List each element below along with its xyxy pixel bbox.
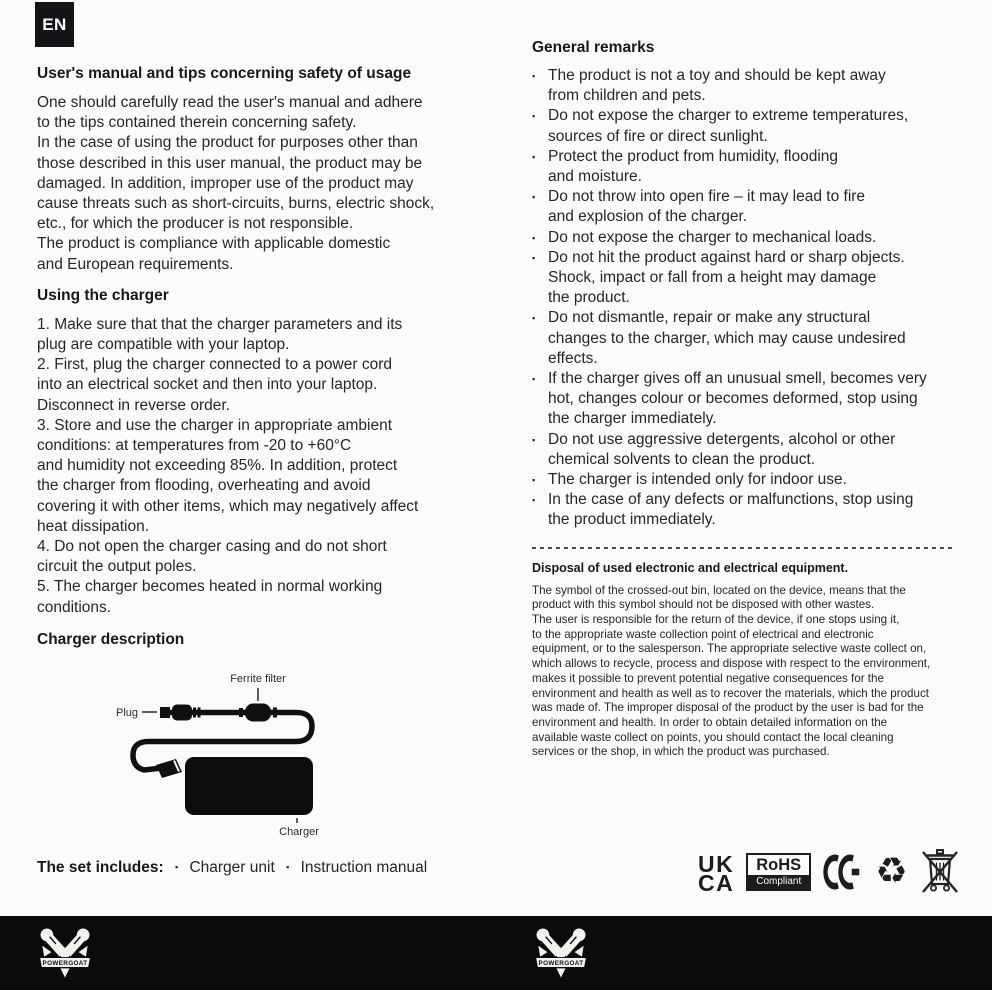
- text-line: etc., for which the producer is not responsible.: [37, 215, 354, 233]
- text-line: environment and health as well as to recover the materials, which the product: [532, 686, 929, 700]
- charger-diagram: [100, 665, 340, 845]
- text-line: and European requirements.: [37, 255, 234, 273]
- text-line: and humidity not exceeding 85%. In addition, protect: [37, 457, 398, 475]
- text-line: circuit the output poles.: [37, 558, 197, 576]
- bullet-icon: ▪: [532, 71, 536, 81]
- right-column: [532, 38, 992, 760]
- set-includes-label: The set includes:: [37, 858, 164, 876]
- intro-paragraph: [37, 93, 507, 275]
- bullet-icon: ▪: [532, 252, 536, 263]
- text-line: equipment, or to the salesperson. The appropriate selective waste collect on,: [532, 642, 927, 656]
- bullet-icon: ▪: [532, 232, 536, 243]
- ukca-mark: [698, 851, 735, 896]
- remark-item: [532, 430, 992, 470]
- text-line: environment and health. In order to obtain detailed information on the: [532, 716, 888, 729]
- remark-item: [532, 228, 992, 248]
- text-line: which allows to recycle, process and dispose with respect to the environment,: [532, 657, 931, 671]
- text-line: to the tips contained therein concerning safety.: [37, 114, 357, 132]
- bullet-icon: ▪: [286, 861, 290, 872]
- text-line: Do not expose the charger to extreme temperatures,: [548, 107, 909, 125]
- text-line: from children and pets.: [548, 87, 706, 105]
- text-line: the charger immediately.: [548, 410, 717, 428]
- remark-item: [532, 248, 992, 309]
- text-line: and moisture.: [548, 168, 642, 186]
- text-line: plug are compatible with your laptop.: [37, 336, 290, 354]
- ukca-line2: CA: [698, 869, 735, 896]
- text-line: to the appropriate waste collection point of electrical and electronic: [532, 627, 874, 641]
- text-line: covering it with other items, which may negatively affect: [37, 497, 419, 515]
- text-line: product with this symbol should not be disposed with other wastes.: [532, 598, 875, 612]
- text-line: The product is not a toy and should be kept away: [548, 67, 886, 84]
- text-line: changes to the charger, which may cause undesired: [548, 329, 906, 347]
- remark-item: [532, 187, 992, 227]
- rohs-subtitle: Compliant: [748, 875, 809, 890]
- rohs-title: RoHS: [756, 855, 802, 874]
- bullet-icon: ▪: [532, 434, 536, 445]
- brand-name: POWERGOAT: [538, 960, 584, 968]
- brand-name: POWERGOAT: [42, 960, 88, 968]
- text-line: those described in this user manual, the product may be: [37, 154, 423, 172]
- text-line: The symbol of the crossed-out bin, located on the device, means that the: [532, 583, 906, 597]
- text-line: 4. Do not open the charger casing and do not short: [37, 538, 387, 556]
- text-line: into an electrical socket and then into your laptop.: [37, 376, 378, 394]
- text-line: conditions.: [37, 598, 112, 616]
- bullet-icon: ▪: [532, 374, 536, 385]
- text-line: damaged. In addition, improper use of the product may: [37, 174, 414, 192]
- text-line: sources of fire or direct sunlight.: [548, 127, 768, 145]
- text-line: Disconnect in reverse order.: [37, 396, 230, 414]
- certification-badges: [698, 846, 960, 898]
- text-line: chemical solvents to clean the product.: [548, 450, 816, 468]
- section-title-using: Using the charger: [37, 286, 169, 304]
- set-includes-item: Instruction manual: [300, 858, 428, 876]
- plug-connector-icon: [160, 704, 201, 720]
- disposal-paragraph: [532, 584, 992, 760]
- bullet-icon: ▪: [532, 313, 536, 324]
- ukca-line1: UK: [698, 851, 735, 877]
- bullet-icon: ▪: [174, 861, 179, 872]
- set-includes-line: [37, 859, 507, 877]
- text-line: If the charger gives off an unusual smell, becomes very: [548, 370, 927, 388]
- bullet-icon: ▪: [532, 151, 536, 162]
- remark-item: [532, 470, 992, 490]
- bullet-icon: ▪: [532, 192, 536, 203]
- left-column: [37, 64, 507, 877]
- text-line: effects.: [548, 349, 598, 367]
- remark-item: [532, 490, 992, 530]
- powergoat-logo: [36, 924, 94, 982]
- remark-item: [532, 66, 992, 106]
- text-line: 5. The charger becomes heated in normal working: [37, 578, 383, 596]
- bullet-icon: ▪: [532, 475, 536, 486]
- charger-body-icon: [185, 757, 313, 815]
- text-line: One should carefully read the user's manual and adhere: [37, 94, 423, 111]
- powergoat-logo: [532, 924, 590, 982]
- text-line: Do not use aggressive detergents, alcohol or other: [548, 430, 896, 448]
- text-line: Do not dismantle, repair or make any structural: [548, 309, 871, 327]
- text-line: Protect the product from humidity, flooding: [548, 147, 839, 165]
- text-line: cause threats such as short-circuits, burns, electric shock,: [37, 195, 435, 213]
- section-title-remarks: General remarks: [532, 39, 655, 56]
- rohs-mark: [746, 853, 811, 892]
- remark-item: [532, 308, 992, 369]
- footer-bar: [0, 916, 992, 990]
- remark-item: [532, 106, 992, 146]
- bullet-icon: ▪: [532, 495, 536, 506]
- text-line: services or the shop, in which the product was purchased.: [532, 745, 830, 759]
- remarks-list: [532, 66, 992, 531]
- disposal-heading: Disposal of used electronic and electrical equipment.: [532, 560, 849, 575]
- section-title-description: Charger description: [37, 630, 185, 648]
- text-line: makes it possible to prevent potential negative consequences for the: [532, 671, 884, 685]
- ferrite-filter-label: Ferrite filter: [230, 672, 286, 685]
- set-includes-item: Charger unit: [189, 858, 275, 876]
- charger-label: Charger: [279, 825, 319, 838]
- ce-mark-icon: [823, 854, 863, 890]
- bullet-icon: ▪: [532, 111, 536, 122]
- text-line: 3. Store and use the charger in appropriate ambient: [37, 416, 393, 434]
- text-line: The charger is intended only for indoor use.: [548, 471, 847, 489]
- recycle-icon: ♻: [875, 851, 908, 892]
- remark-item: [532, 147, 992, 187]
- text-line: Shock, impact or fall from a height may damage: [548, 269, 877, 287]
- using-instructions: [37, 315, 507, 618]
- section-title-safety: User's manual and tips concerning safety of usage: [37, 65, 412, 82]
- text-line: conditions: at temperatures from -20 to +60°C: [37, 437, 352, 455]
- text-line: was made of. The improper disposal of the product by the user is bad for the: [532, 701, 924, 715]
- text-line: the product.: [548, 289, 630, 307]
- text-line: 2. First, plug the charger connected to a power cord: [37, 356, 392, 374]
- text-line: available waste collect on points, you should contact the local cleaning: [532, 730, 894, 744]
- text-line: hot, changes colour or becomes deformed, stop using: [548, 390, 918, 408]
- plug-label: Plug: [116, 706, 139, 719]
- text-line: The product is compliance with applicable domestic: [37, 235, 391, 253]
- text-line: and explosion of the charger.: [548, 208, 748, 226]
- text-line: 1. Make sure that that the charger parameters and its: [37, 315, 403, 333]
- text-line: Do not throw into open fire – it may lead to fire: [548, 188, 866, 206]
- language-badge: EN: [35, 2, 74, 47]
- text-line: In the case of any defects or malfunctions, stop using: [548, 491, 914, 509]
- text-line: Do not hit the product against hard or sharp objects.: [548, 248, 905, 266]
- remark-item: [532, 369, 992, 430]
- weee-crossed-bin-icon: [920, 846, 960, 898]
- text-line: heat dissipation.: [37, 517, 150, 535]
- text-line: The user is responsible for the return of the device, if one stops using it,: [532, 613, 900, 627]
- text-line: the product immediately.: [548, 511, 716, 529]
- dashed-divider: [532, 547, 956, 549]
- text-line: In the case of using the product for purposes other than: [37, 134, 418, 152]
- text-line: the charger from flooding, overheating and avoid: [37, 477, 371, 495]
- text-line: Do not expose the charger to mechanical loads.: [548, 228, 877, 246]
